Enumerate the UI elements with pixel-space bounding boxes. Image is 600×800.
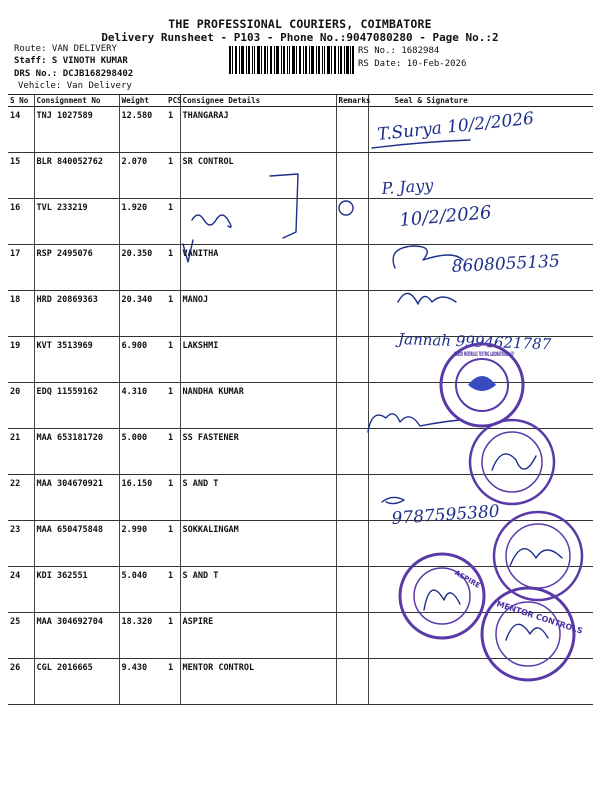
cell-signature: [368, 153, 593, 199]
company-title: THE PROFESSIONAL COURIERS, COIMBATORE: [168, 17, 432, 31]
cell-consignment-no: TNJ 1027589: [34, 107, 119, 153]
cell-remarks: [336, 383, 368, 429]
cell-consignment-no: MAA 304670921: [34, 475, 119, 521]
cell-signature: [368, 199, 593, 245]
route-label: Route: VAN DELIVERY: [14, 44, 117, 54]
cell-sno: 16: [8, 199, 34, 245]
cell-weight: 12.580: [119, 107, 166, 153]
phone-row-23: 9787595380: [390, 501, 501, 529]
table-row: [8, 107, 593, 153]
cell-pcs: 1: [166, 337, 180, 383]
cell-weight: 2.070: [119, 153, 166, 199]
cell-weight: 9.430: [119, 659, 166, 705]
cell-consignment-no: MAA 653181720: [34, 429, 119, 475]
cell-weight: 16.150: [119, 475, 166, 521]
aspire-stamp-text: ASPIRE: [453, 568, 482, 590]
cell-sno: 24: [8, 567, 34, 613]
table-row: [8, 337, 593, 383]
cell-sno: 18: [8, 291, 34, 337]
cell-consignment-no: BLR 840052762: [34, 153, 119, 199]
cell-consignment-no: KDI 362551: [34, 567, 119, 613]
col-consignee: Consignee Details: [180, 95, 336, 107]
cell-pcs: 1: [166, 107, 180, 153]
cell-consignee: S AND T: [180, 475, 336, 521]
table-row: [8, 475, 593, 521]
cell-remarks: [336, 291, 368, 337]
cell-consignee: LAKSHMI: [180, 337, 336, 383]
cell-weight: 5.040: [119, 567, 166, 613]
cell-pcs: 1: [166, 291, 180, 337]
cell-signature: [368, 291, 593, 337]
cell-pcs: 1: [166, 153, 180, 199]
cell-signature: [368, 245, 593, 291]
cell-consignee: ASPIRE: [180, 613, 336, 659]
cell-sno: 25: [8, 613, 34, 659]
col-sno: S No: [8, 95, 34, 107]
col-weight: Weight: [119, 95, 166, 107]
cell-weight: 20.350: [119, 245, 166, 291]
cell-consignment-no: EDQ 11559162: [34, 383, 119, 429]
drs-label: DRS No.: DCJB168298402: [14, 69, 134, 79]
cell-signature: [368, 521, 593, 567]
cell-sno: 23: [8, 521, 34, 567]
cell-consignment-no: MAA 650475848: [34, 521, 119, 567]
cell-consignment-no: TVL 233219: [34, 199, 119, 245]
cell-consignee: VANITHA: [180, 245, 336, 291]
cell-consignee: THANGARAJ: [180, 107, 336, 153]
cell-pcs: 1: [166, 567, 180, 613]
cell-weight: 4.310: [119, 383, 166, 429]
cell-sno: 26: [8, 659, 34, 705]
signature-row-14: T.Surya 10/2/2026: [376, 108, 535, 145]
cell-consignee: NANDHA KUMAR: [180, 383, 336, 429]
cell-weight: 6.900: [119, 337, 166, 383]
cell-consignee: SR CONTROL: [180, 153, 336, 199]
col-pcs: PCS: [168, 96, 182, 105]
cell-pcs: 1: [166, 659, 180, 705]
col-remarks: Remarks: [336, 95, 368, 107]
cell-consignee: SS FASTENER: [180, 429, 336, 475]
phone-row-17: 8608055135: [451, 251, 561, 277]
cell-consignee: SOKKALINGAM: [180, 521, 336, 567]
table-row: [8, 383, 593, 429]
table-header-row: [8, 95, 593, 107]
table-row: [8, 567, 593, 613]
cell-sno: 21: [8, 429, 34, 475]
cell-remarks: [336, 659, 368, 705]
cell-consignment-no: KVT 3513969: [34, 337, 119, 383]
cell-remarks: [336, 107, 368, 153]
table-row: [8, 521, 593, 567]
cell-consignment-no: HRD 20869363: [34, 291, 119, 337]
barcode: [229, 46, 354, 74]
cell-sno: 20: [8, 383, 34, 429]
cell-signature: [368, 337, 593, 383]
cell-weight: 18.320: [119, 613, 166, 659]
cell-sno: 19: [8, 337, 34, 383]
signature-row-16: P. Jayy: [380, 175, 434, 198]
rs-date: RS Date: 10-Feb-2026: [358, 59, 467, 69]
cell-signature: [368, 383, 593, 429]
cell-remarks: [336, 567, 368, 613]
date-row-16: 10/2/2026: [398, 202, 493, 231]
table-row: [8, 245, 593, 291]
cell-weight: 5.000: [119, 429, 166, 475]
staff-label: Staff: S VINOTH KUMAR: [14, 56, 128, 66]
cell-consignee: MENTOR CONTROL: [180, 659, 336, 705]
cell-pcs: 1: [166, 245, 180, 291]
cell-pcs: 1: [166, 613, 180, 659]
cell-weight: 20.340: [119, 291, 166, 337]
runsheet-table: [8, 94, 593, 705]
cell-signature: [368, 475, 593, 521]
table-row: [8, 613, 593, 659]
vehicle-label: Vehicle: Van Delivery: [18, 81, 132, 91]
cell-consignment-no: RSP 2495076: [34, 245, 119, 291]
cell-sno: 15: [8, 153, 34, 199]
cell-sno: 14: [8, 107, 34, 153]
cell-consignment-no: MAA 304692704: [34, 613, 119, 659]
cell-signature: [368, 567, 593, 613]
cell-consignment-no: CGL 2016665: [34, 659, 119, 705]
cell-remarks: [336, 613, 368, 659]
cell-pcs: 1: [166, 383, 180, 429]
cell-sno: 17: [8, 245, 34, 291]
maeon-stamp-text: MAEON MATERIALS TESTING LABORATORIES LLP: [454, 351, 515, 358]
cell-pcs: 1: [166, 429, 180, 475]
phone-row-19: Jannah 9994621787: [397, 330, 552, 354]
table-row: [8, 199, 593, 245]
mentor-stamp-text: MENTOR CONTROLS: [495, 599, 584, 636]
cell-remarks: [336, 199, 368, 245]
cell-remarks: [336, 153, 368, 199]
cell-signature: [368, 613, 593, 659]
rs-number: RS No.: 1682984: [358, 46, 440, 56]
runsheet-subtitle: Delivery Runsheet - P103 - Phone No.:9047080280 - Page No.:2: [101, 31, 499, 44]
cell-weight: 2.990: [119, 521, 166, 567]
cell-sno: 22: [8, 475, 34, 521]
cell-pcs: 1: [166, 521, 180, 567]
cell-consignee: S AND T: [180, 567, 336, 613]
cell-remarks: [336, 429, 368, 475]
cell-signature: [368, 429, 593, 475]
cell-remarks: [336, 245, 368, 291]
table-row: [8, 429, 593, 475]
cell-signature: [368, 107, 593, 153]
cell-consignee: MANOJ: [180, 291, 336, 337]
col-signature: Seal & Signature: [368, 95, 593, 107]
cell-remarks: [336, 337, 368, 383]
cell-signature: [368, 659, 593, 705]
table-row: [8, 659, 593, 705]
col-consignment: Consignment No: [34, 95, 119, 107]
cell-pcs: 1: [166, 475, 180, 521]
cell-remarks: [336, 521, 368, 567]
cell-weight: 1.920: [119, 199, 166, 245]
cell-pcs: 1: [166, 199, 180, 245]
cell-remarks: [336, 475, 368, 521]
table-row: [8, 153, 593, 199]
table-row: [8, 291, 593, 337]
cell-consignee: [180, 199, 336, 245]
